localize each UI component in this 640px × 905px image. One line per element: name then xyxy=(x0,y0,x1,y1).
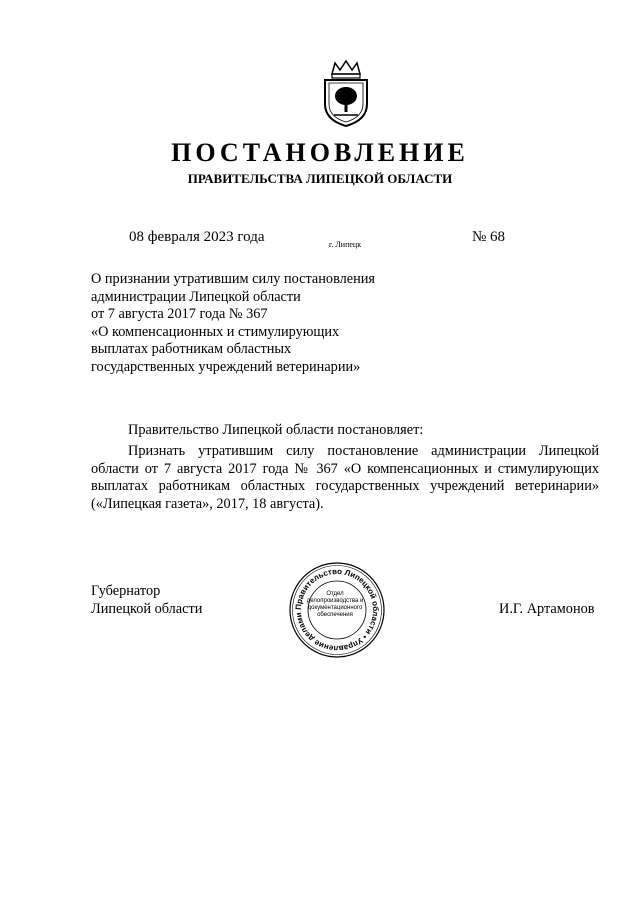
subject-line: выплатах работникам областных xyxy=(91,341,292,358)
resolution-preamble: Правительство Липецкой области постановляет: xyxy=(128,422,424,438)
subject-line: администрации Липецкой области xyxy=(91,288,301,305)
stamp-center-line: документационного xyxy=(307,605,363,611)
signatory-name: И.Г. Артамонов xyxy=(499,601,595,617)
subject-line: О признании утратившим силу постановления xyxy=(91,271,375,287)
document-city: г. Липецк xyxy=(329,240,362,249)
signatory-title-line: Губернатор xyxy=(91,583,161,599)
subject-line: государственных учреждений ветеринарии» xyxy=(91,358,361,375)
resolution-paragraph: Признать утратившим силу постановление администрации Липецкой области от 7 августа 2017 года № 367 «О компенсационных и стимулирующих выплатах работникам областных государственных учреждений ветеринарии» («Липецкая газета», 2017, 18 августа). xyxy=(91,443,599,513)
stamp-center-line: обеспечения xyxy=(317,612,353,618)
subject-line: от 7 августа 2017 года № 367 xyxy=(91,306,268,323)
document-title: ПОСТАНОВЛЕНИЕ xyxy=(171,138,469,167)
signatory-title-line: Липецкой области xyxy=(91,600,203,617)
document-date: 08 февраля 2023 года xyxy=(129,229,265,245)
stamp-center-line: делопроизводства и xyxy=(306,598,364,604)
stamp-ring-text: Правительство Липецкой области • Управление делами xyxy=(293,566,381,654)
document-subject xyxy=(91,271,411,377)
subject-line: «О компенсационных и стимулирующих xyxy=(91,323,340,340)
document-number: № 68 xyxy=(472,229,506,245)
signatory-title xyxy=(91,583,202,618)
coat-of-arms-icon xyxy=(320,60,372,128)
document-subtitle: ПРАВИТЕЛЬСТВА ЛИПЕЦКОЙ ОБЛАСТИ xyxy=(187,171,453,186)
stamp-center-line: Отдел xyxy=(326,591,344,597)
